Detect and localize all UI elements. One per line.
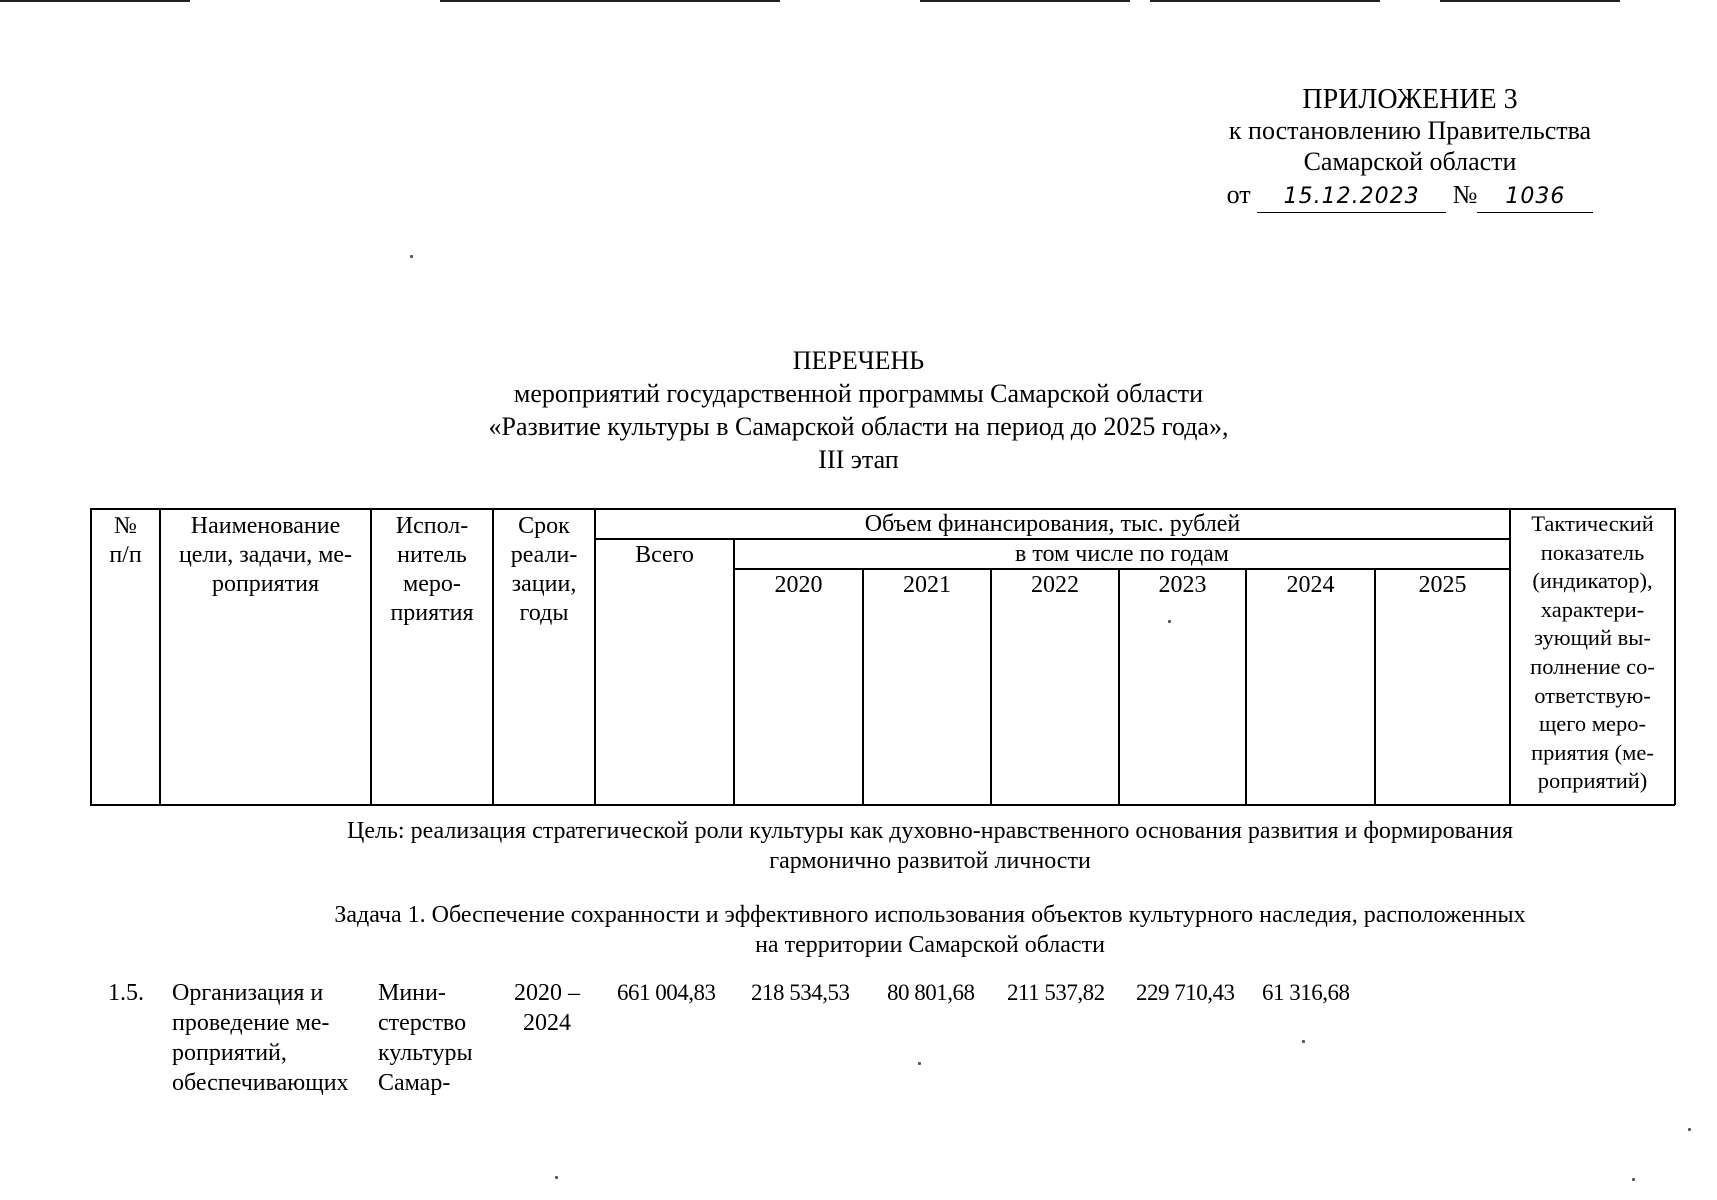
header-text: Тактический xyxy=(1531,511,1654,536)
title-line-2: «Развитие культуры в Самарской области на период до 2025 года», xyxy=(488,412,1229,441)
header-total: Всего xyxy=(635,542,694,568)
appendix-block xyxy=(1150,84,1670,213)
header-text: годы xyxy=(519,600,569,626)
scan-speck xyxy=(410,255,413,258)
header-year-2020: 2020 xyxy=(774,572,823,598)
row-exec-line: стерство xyxy=(378,1010,467,1036)
task-line-2: на территории Самарской области xyxy=(755,932,1105,958)
row-name-line: проведение ме- xyxy=(172,1010,330,1036)
scan-edge-mark xyxy=(0,0,190,2)
header-text: № xyxy=(114,513,137,539)
header-year-2025: 2025 xyxy=(1418,572,1467,598)
row-total: 661 004,83 xyxy=(617,980,716,1005)
handwritten-number: 1036 xyxy=(1505,184,1566,209)
col-border xyxy=(990,568,992,805)
header-year-2024: 2024 xyxy=(1286,572,1335,598)
col-border xyxy=(1118,568,1120,805)
header-text: ответствую- xyxy=(1534,682,1651,708)
title-line-1: мероприятий государственной программы Самарской области xyxy=(513,379,1204,408)
row-name-line: Организация и xyxy=(172,980,324,1006)
task-line-1: Задача 1. Обеспечение сохранности и эффективного использования объектов культурного наследия, расположенных xyxy=(334,902,1526,928)
scan-speck xyxy=(1168,620,1171,623)
header-text: показатель xyxy=(1540,539,1645,565)
appendix-label: ПРИЛОЖЕНИЕ 3 xyxy=(1302,84,1518,115)
col-border xyxy=(1374,568,1376,805)
row-executor xyxy=(378,978,493,1098)
header-num xyxy=(92,512,159,570)
table-bottom-border xyxy=(90,804,1675,806)
header-text: Срок xyxy=(518,513,570,539)
header-text: п/п xyxy=(109,542,142,568)
goal-line-2: гармонично развитой личности xyxy=(769,848,1091,874)
header-text: приятия (ме- xyxy=(1531,739,1654,765)
header-term xyxy=(494,512,594,628)
row-exec-line: Мини- xyxy=(378,980,446,1006)
document-title xyxy=(0,344,1717,476)
appendix-line-2: Самарской области xyxy=(1303,147,1517,176)
scan-speck xyxy=(1688,1128,1691,1131)
scan-speck xyxy=(918,1062,921,1065)
header-year-2023: 2023 xyxy=(1158,572,1207,598)
header-text: Наименование xyxy=(190,513,341,539)
header-text: полнение со- xyxy=(1530,653,1655,679)
date-prefix: от xyxy=(1226,180,1251,209)
header-text: зации, xyxy=(511,571,577,597)
scan-speck xyxy=(1302,1040,1305,1043)
title-heading: ПЕРЕЧЕНЬ xyxy=(792,346,925,375)
col-border xyxy=(1674,508,1676,805)
header-by-years: в том числе по годам xyxy=(1015,541,1229,567)
appendix-date-line xyxy=(1150,179,1670,213)
header-text: роприятий) xyxy=(1537,768,1648,794)
scan-edge-mark xyxy=(1440,0,1620,2)
header-text: реали- xyxy=(510,542,578,568)
header-text: характери- xyxy=(1540,596,1645,622)
header-text: нитель xyxy=(397,542,467,568)
header-funding: Объем финансирования, тыс. рублей xyxy=(864,511,1241,537)
header-text: Испол- xyxy=(395,513,469,539)
appendix-line-1: к постановлению Правительства xyxy=(1228,116,1592,145)
scan-speck xyxy=(555,1176,558,1179)
date-field xyxy=(1257,179,1446,213)
row-term-line: 2020 – xyxy=(514,980,580,1006)
row-exec-line: Самар- xyxy=(378,1070,451,1096)
header-text: зующий вы- xyxy=(1534,625,1651,651)
scan-edge-mark xyxy=(440,0,780,2)
task-statement xyxy=(230,900,1630,960)
col-border xyxy=(862,568,864,805)
header-text: приятия xyxy=(390,600,474,626)
goal-line-1: Цель: реализация стратегической роли культуры как духовно-нравственного основания развития и формирования xyxy=(347,818,1513,844)
number-field xyxy=(1477,179,1593,213)
scan-speck xyxy=(1632,1178,1635,1181)
goal-statement xyxy=(230,816,1630,876)
title-line-3: III этап xyxy=(818,445,899,474)
row-name-line: роприятий, xyxy=(172,1040,287,1066)
header-text: (индикатор), xyxy=(1532,568,1653,594)
row-term-line: 2024 xyxy=(523,1010,571,1036)
header-name xyxy=(161,512,370,599)
row-value-2021: 80 801,68 xyxy=(887,980,975,1005)
row-name-line: обеспечивающих xyxy=(172,1070,349,1096)
col-border xyxy=(1245,568,1247,805)
header-text: роприятия xyxy=(211,571,320,597)
header-text: меро- xyxy=(403,571,461,597)
number-sign: № xyxy=(1452,180,1478,209)
header-text: щего меро- xyxy=(1538,711,1647,737)
row-value-2024: 61 316,68 xyxy=(1262,980,1350,1005)
row-activity-name xyxy=(172,978,372,1098)
header-text: цели, задачи, ме- xyxy=(178,542,353,568)
scan-edge-mark xyxy=(1150,0,1380,2)
row-value-2022: 211 537,82 xyxy=(1007,980,1105,1005)
header-indicator xyxy=(1511,510,1674,796)
row-exec-line: культуры xyxy=(378,1040,473,1066)
row-number: 1.5. xyxy=(108,980,144,1006)
header-year-2021: 2021 xyxy=(903,572,951,598)
scan-edge-mark xyxy=(920,0,1130,2)
handwritten-date: 15.12.2023 xyxy=(1283,184,1420,209)
row-value-2023: 229 710,43 xyxy=(1136,980,1235,1005)
row-term xyxy=(502,978,592,1038)
header-year-2022: 2022 xyxy=(1031,572,1079,598)
header-executor xyxy=(372,512,492,628)
row-value-2020: 218 534,53 xyxy=(751,980,850,1005)
